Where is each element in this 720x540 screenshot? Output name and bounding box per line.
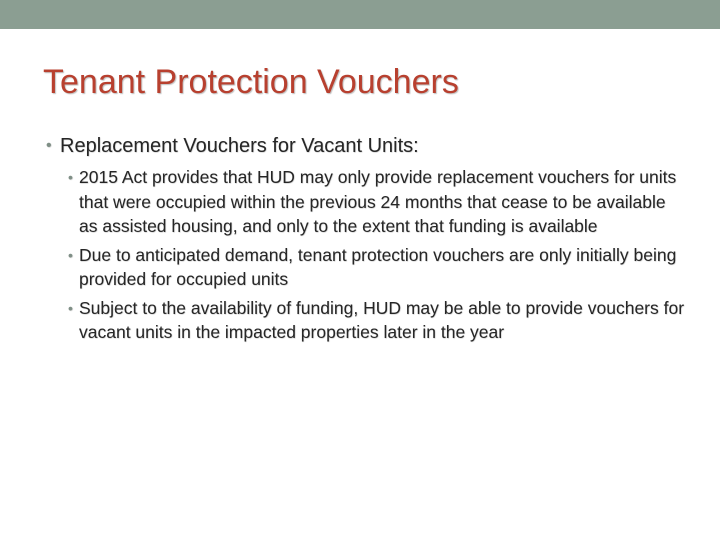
sub-bullet <box>46 296 686 345</box>
bullet-dot-icon: • <box>68 169 73 185</box>
bullet-level1 <box>46 133 686 159</box>
sub-bullet <box>46 243 686 292</box>
bullet-dot-icon: • <box>68 246 73 263</box>
sub-bullet-text: Subject to the availability of funding, HUD may be able to provide vouchers for vacant units in the impacted properties later in the year <box>79 297 685 342</box>
sub-bullet-text: 2015 Act provides that HUD may only provide replacement vouchers for units that were occupied within the previous 24 months that cease to be available as assisted housing, and only to the extent that funding is available <box>79 167 677 236</box>
bullet-dot-icon: • <box>68 299 73 316</box>
sub-bullet <box>46 165 686 239</box>
slide-content <box>46 133 686 349</box>
sub-bullet-text: Due to anticipated demand, tenant protection vouchers are only initially being provided for occupied units <box>79 244 677 289</box>
bullet-dot-icon: • <box>46 137 52 154</box>
slide-title: Tenant Protection Vouchers <box>43 63 459 101</box>
bullet-text: Replacement Vouchers for Vacant Units: <box>60 135 419 157</box>
top-color-band <box>0 0 720 29</box>
